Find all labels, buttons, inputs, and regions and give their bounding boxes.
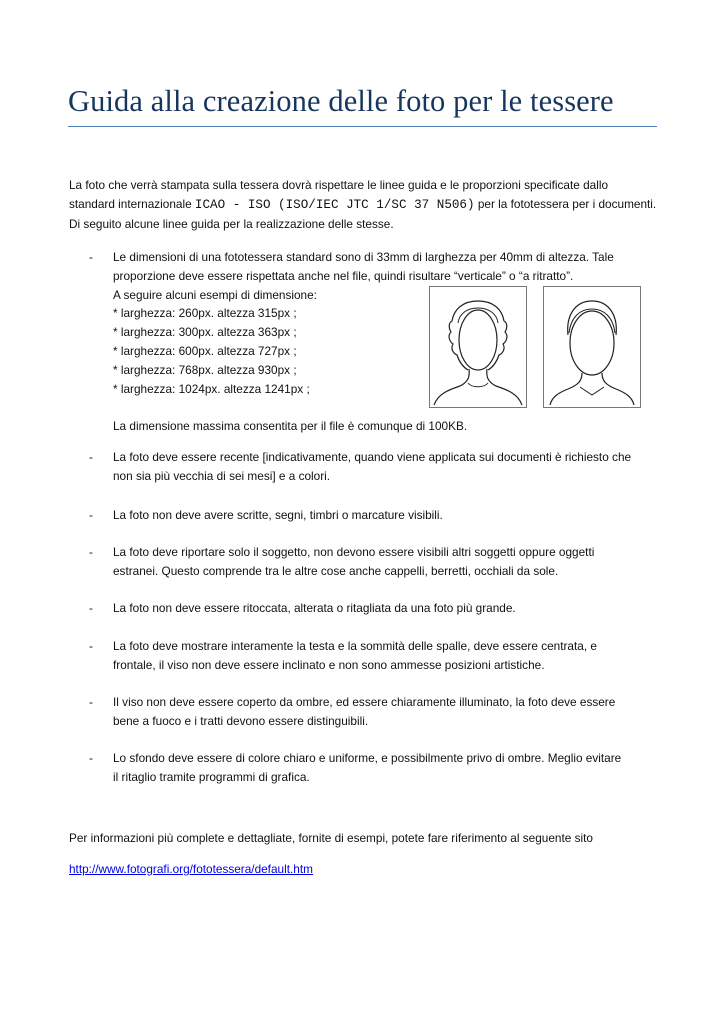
guideline-line: * larghezza: 1024px. altezza 1241px ;	[113, 381, 310, 396]
guideline-line: Le dimensioni di una fototessera standard sono di 33mm di larghezza per 40mm di altezza. Tale	[113, 250, 614, 264]
bullet-marker: -	[89, 695, 93, 709]
bullet-marker: -	[89, 450, 93, 464]
intro-paragraph	[69, 176, 669, 233]
guideline-line: * larghezza: 768px. altezza 930px ;	[113, 362, 297, 377]
intro-line: La foto che verrà stampata sulla tessera dovrà rispettare le linee guida e le proporzioni specificate dallo	[69, 178, 609, 192]
guideline-line: * larghezza: 600px. altezza 727px ;	[113, 343, 297, 358]
guideline-line: Il viso non deve essere coperto da ombre, ed essere chiaramente illuminato, la foto deve essere	[113, 695, 616, 709]
bullet-marker: -	[89, 508, 93, 522]
guideline-line: A seguire alcuni esempi di dimensione:	[113, 287, 317, 302]
example-photo-short-hair	[543, 286, 641, 408]
intro-text: per la fototessera per i documenti.	[474, 196, 657, 211]
bullet-marker: -	[89, 545, 93, 559]
guideline-line: La dimensione massima consentita per il file è comunque di 100KB.	[113, 419, 468, 434]
guideline-item	[113, 248, 614, 436]
intro-line	[69, 195, 669, 215]
guideline-item	[113, 506, 443, 525]
guideline-line: * larghezza: 260px. altezza 315px ;	[113, 306, 297, 321]
guideline-line: bene a fuoco e i tratti devono essere distinguibili.	[113, 713, 369, 728]
guideline-item	[113, 749, 621, 787]
guideline-line: La foto non deve avere scritte, segni, timbri o marcature visibili.	[113, 508, 443, 522]
guideline-line: il ritaglio tramite programmi di grafica.	[113, 769, 310, 784]
guideline-line	[113, 398, 614, 417]
iso-standard-code: ICAO - ISO (ISO/IEC JTC 1/SC 37 N506)	[194, 197, 475, 212]
title-underline-rule	[68, 126, 657, 127]
portrait-sketch-icon	[430, 287, 526, 407]
guideline-item	[113, 693, 615, 731]
guideline-line: La foto deve mostrare interamente la testa e la sommità delle spalle, deve essere centrata, e	[113, 639, 597, 653]
page-title: Guida alla creazione delle foto per le tessere	[68, 84, 614, 118]
guideline-line: frontale, il viso non deve essere inclinato e non sono ammesse posizioni artistiche.	[113, 657, 545, 672]
guideline-line: non sia più vecchia di sei mesi] e a colori.	[113, 468, 331, 483]
guideline-line: La foto deve riportare solo il soggetto, non devono essere visibili altri soggetti oppure oggetti	[113, 545, 595, 559]
guideline-line: La foto deve essere recente [indicativamente, quando viene applicata sui documenti è richiesto che	[113, 450, 632, 464]
intro-line: Di seguito alcune linee guida per la realizzazione delle stesse.	[69, 216, 394, 231]
bullet-marker: -	[89, 250, 93, 264]
guideline-item	[113, 448, 631, 486]
guideline-line: Lo sfondo deve essere di colore chiaro e uniforme, e possibilmente privo di ombre. Meglio evitare	[113, 751, 622, 765]
guideline-line: proporzione deve essere rispettata anche nel file, quindi risultare “verticale” o “a ritratto”.	[113, 268, 574, 283]
intro-text: standard internazionale	[69, 196, 195, 211]
guideline-line: estranei. Questo comprende tra le altre cose anche cappelli, berretti, occhiali da sole.	[113, 563, 559, 578]
guideline-item	[113, 543, 594, 581]
bullet-marker: -	[89, 601, 93, 615]
footer-text: Per informazioni più complete e dettagliate, fornite di esempi, potete fare riferimento al seguente sito	[69, 831, 593, 845]
guideline-item	[113, 637, 597, 675]
example-photo-curly-hair	[429, 286, 527, 408]
guideline-line: La foto non deve essere ritoccata, alterata o ritagliata da una foto più grande.	[113, 601, 516, 615]
guideline-line: * larghezza: 300px. altezza 363px ;	[113, 325, 297, 340]
portrait-sketch-icon	[544, 287, 640, 407]
reference-link[interactable]: http://www.fotografi.org/fototessera/default.htm	[69, 862, 313, 876]
guideline-item	[113, 599, 516, 618]
bullet-marker: -	[89, 639, 93, 653]
bullet-marker: -	[89, 751, 93, 765]
